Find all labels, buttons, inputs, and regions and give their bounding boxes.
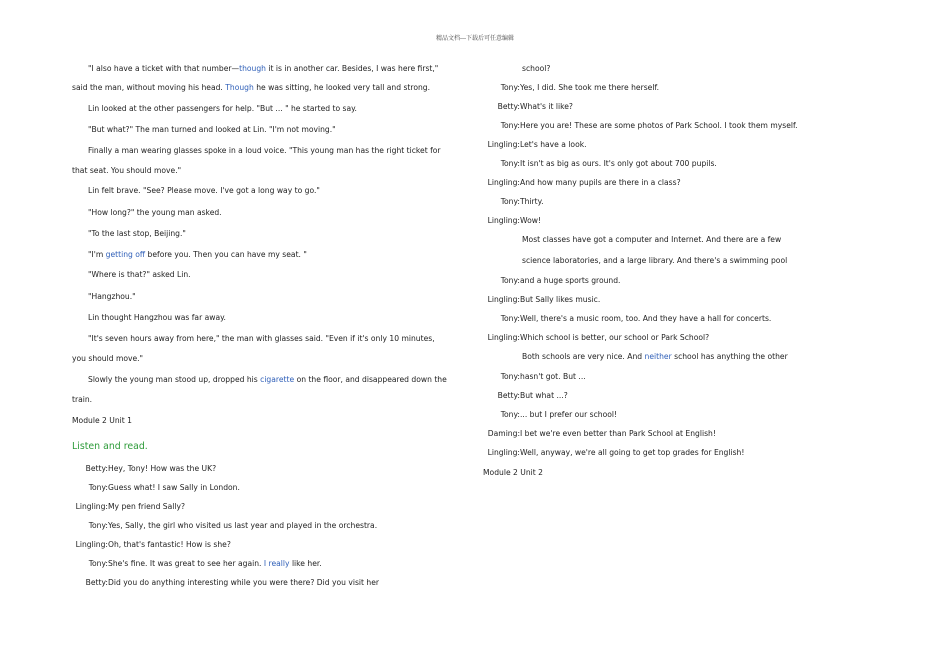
speech-text <box>520 159 717 169</box>
speech-text <box>520 178 681 188</box>
dialogue-line <box>72 502 185 512</box>
story-line <box>72 229 186 239</box>
text-run: But what ...? <box>520 391 568 400</box>
story-line <box>72 375 447 385</box>
text-run: Thirty. <box>520 197 544 206</box>
speech-text <box>520 372 586 382</box>
speaker-name: Lingling: <box>487 295 520 304</box>
text-run: like her. <box>289 559 322 568</box>
dialogue-line <box>483 216 541 226</box>
speaker-name: Tony: <box>500 159 520 168</box>
text-run: My pen friend Sally? <box>108 502 186 511</box>
speaker-name: Tony: <box>88 559 108 568</box>
speaker-name: Daming: <box>487 429 520 438</box>
text-run: "To the last stop, Beijing." <box>88 229 186 238</box>
text-run: It isn't as big as ours. It's only got about 700 pupils. <box>520 159 717 168</box>
dialogue-line <box>483 178 681 188</box>
text-run: I bet we're even better than Park School at English! <box>520 429 716 438</box>
dialogue-line <box>72 578 379 588</box>
text-run: and a huge sports ground. <box>520 276 621 285</box>
text-run: Hey, Tony! How was the UK? <box>108 464 217 473</box>
speech-text <box>108 464 216 474</box>
text-run: Guess what! I saw Sally in London. <box>108 483 240 492</box>
dialogue-line <box>483 102 573 112</box>
speech-text <box>520 314 771 324</box>
text-run: "I'm <box>88 250 106 259</box>
text-run: ... but I prefer our school! <box>520 410 618 419</box>
text-run: school has anything the other <box>671 352 788 361</box>
highlighted-word: getting off <box>105 250 146 259</box>
speaker-name: Lingling: <box>487 178 520 187</box>
text-run: Lin looked at the other passengers for help. "But ... " he started to say. <box>88 104 357 113</box>
section-heading: Listen and read. <box>72 441 148 452</box>
text-run: "Where is that?" asked Lin. <box>88 270 191 279</box>
speech-text <box>520 391 568 401</box>
speaker-name: Tony: <box>500 276 520 285</box>
text-run: Let's have a look. <box>520 140 587 149</box>
dialogue-line <box>72 521 377 531</box>
dialogue-line <box>72 483 240 493</box>
text-run: that seat. You should move." <box>72 166 182 175</box>
speech-text <box>520 410 617 420</box>
speech-text <box>520 121 798 131</box>
text-run: Yes, Sally, the girl who visited us last year and played in the orchestra. <box>108 521 378 530</box>
speech-text <box>108 502 185 512</box>
speaker-name: Betty: <box>85 464 108 473</box>
speech-text <box>520 216 541 226</box>
story-line <box>72 250 307 260</box>
text-run: "I also have a ticket with that number— <box>88 64 240 73</box>
dialogue-line <box>483 448 744 458</box>
dialogue-line <box>483 197 544 207</box>
text-run: Wow! <box>520 216 541 225</box>
speech-text <box>520 429 716 439</box>
story-line <box>72 83 430 93</box>
dialogue-continuation: Most classes have got a computer and Internet. And there are a few <box>522 235 782 244</box>
text-run: What's it like? <box>520 102 573 111</box>
dialogue-line <box>483 140 587 150</box>
dialogue-line <box>483 276 620 286</box>
text-run: it is in another car. Besides, I was here first," <box>265 64 439 73</box>
story-line <box>72 270 191 280</box>
highlighted-word: neither <box>644 352 672 361</box>
story-line <box>72 208 222 218</box>
text-run: he was sitting, he looked very tall and strong. <box>253 83 431 92</box>
text-run: Well, anyway, we're all going to get top grades for English! <box>520 448 745 457</box>
speaker-name: Tony: <box>500 372 520 381</box>
speaker-name: Lingling: <box>487 448 520 457</box>
text-run: Slowly the young man stood up, dropped his <box>88 375 261 384</box>
text-run: Here you are! These are some photos of Park School. I took them myself. <box>520 121 798 130</box>
text-run: But Sally likes music. <box>520 295 601 304</box>
speech-text <box>108 521 377 531</box>
story-line <box>72 334 435 344</box>
speech-text <box>108 578 379 588</box>
highlighted-word: cigarette <box>260 375 295 384</box>
text-run: hasn't got. But ... <box>520 372 586 381</box>
story-line <box>72 354 143 364</box>
story-line <box>72 146 441 156</box>
speech-text <box>108 559 322 569</box>
text-run: Well, there's a music room, too. And they have a hall for concerts. <box>520 314 772 323</box>
dialogue-line <box>72 540 231 550</box>
text-run: said the man, without moving his head. <box>72 83 226 92</box>
speaker-name: Lingling: <box>75 502 108 511</box>
module-label: Module 2 Unit 1 <box>72 416 132 425</box>
speech-text <box>520 276 620 286</box>
highlighted-word: Though <box>225 83 254 92</box>
text-run: Did you do anything interesting while you were there? Did you visit her <box>108 578 380 587</box>
speaker-name: Betty: <box>85 578 108 587</box>
dialogue-line <box>483 410 617 420</box>
speaker-name: Lingling: <box>75 540 108 549</box>
story-line <box>72 395 92 405</box>
page-header: 精品文档---下载后可任意编辑 <box>435 35 515 42</box>
speaker-name: Tony: <box>500 197 520 206</box>
text-run: before you. Then you can have my seat. " <box>145 250 307 259</box>
speech-text <box>520 333 709 343</box>
speaker-name: Tony: <box>88 483 108 492</box>
dialogue-line <box>483 314 771 324</box>
text-run: Which school is better, our school or Park School? <box>520 333 710 342</box>
dialogue-line <box>72 559 322 569</box>
text-run: Finally a man wearing glasses spoke in a loud voice. "This young man has the right ticket for <box>88 146 441 155</box>
dialogue-line <box>72 464 216 474</box>
speaker-name: Lingling: <box>487 333 520 342</box>
dialogue-line <box>483 333 709 343</box>
dialogue-line <box>483 372 586 382</box>
text-run: "It's seven hours away from here," the man with glasses said. "Even if it's only 10 minutes, <box>88 334 435 343</box>
speech-text <box>520 102 573 112</box>
speaker-name: Tony: <box>500 410 520 419</box>
speech-text <box>108 540 231 550</box>
text-run: you should move." <box>72 354 144 363</box>
text-run: "Hangzhou." <box>88 292 136 301</box>
speaker-name: Tony: <box>500 83 520 92</box>
text-run: "But what?" The man turned and looked at Lin. "I'm not moving." <box>88 125 336 134</box>
speaker-name: Lingling: <box>487 216 520 225</box>
speaker-name: Lingling: <box>487 140 520 149</box>
dialogue-continuation: school? <box>522 64 551 73</box>
speaker-name: Betty: <box>497 391 520 400</box>
speaker-name: Tony: <box>88 521 108 530</box>
text-run: Lin felt brave. "See? Please move. I've got a long way to go." <box>88 186 320 195</box>
story-line <box>72 64 438 74</box>
story-line <box>72 125 336 135</box>
speaker-name: Tony: <box>500 121 520 130</box>
speech-text <box>520 295 600 305</box>
text-run: on the floor, and disappeared down the <box>294 375 447 384</box>
dialogue-line <box>483 429 716 439</box>
speech-text <box>520 197 544 207</box>
text-run: "How long?" the young man asked. <box>88 208 222 217</box>
text-run: She's fine. It was great to see her again. <box>108 559 264 568</box>
story-line <box>72 292 136 302</box>
story-line <box>72 166 181 176</box>
text-run: Both schools are very nice. And <box>522 352 645 361</box>
dialogue-line <box>483 83 659 93</box>
text-run: Yes, I did. She took me there herself. <box>520 83 659 92</box>
text-run: And how many pupils are there in a class? <box>520 178 681 187</box>
speech-text <box>108 483 240 493</box>
highlighted-word: I really <box>263 559 290 568</box>
text-run: Lin thought Hangzhou was far away. <box>88 313 226 322</box>
speaker-name: Betty: <box>497 102 520 111</box>
dialogue-line <box>483 159 717 169</box>
dialogue-line <box>483 391 568 401</box>
text-run: train. <box>72 395 93 404</box>
speech-text <box>520 83 659 93</box>
story-line <box>72 186 320 196</box>
dialogue-continuation <box>522 352 788 362</box>
story-line <box>72 313 226 323</box>
speech-text <box>520 140 587 150</box>
speaker-name: Tony: <box>500 314 520 323</box>
speech-text <box>520 448 744 458</box>
module-label: Module 2 Unit 2 <box>483 468 543 477</box>
dialogue-line <box>483 295 600 305</box>
text-run: Oh, that's fantastic! How is she? <box>108 540 231 549</box>
story-line <box>72 104 357 114</box>
highlighted-word: though <box>239 64 266 73</box>
dialogue-line <box>483 121 798 131</box>
dialogue-continuation: science laboratories, and a large library. And there's a swimming pool <box>522 256 788 265</box>
